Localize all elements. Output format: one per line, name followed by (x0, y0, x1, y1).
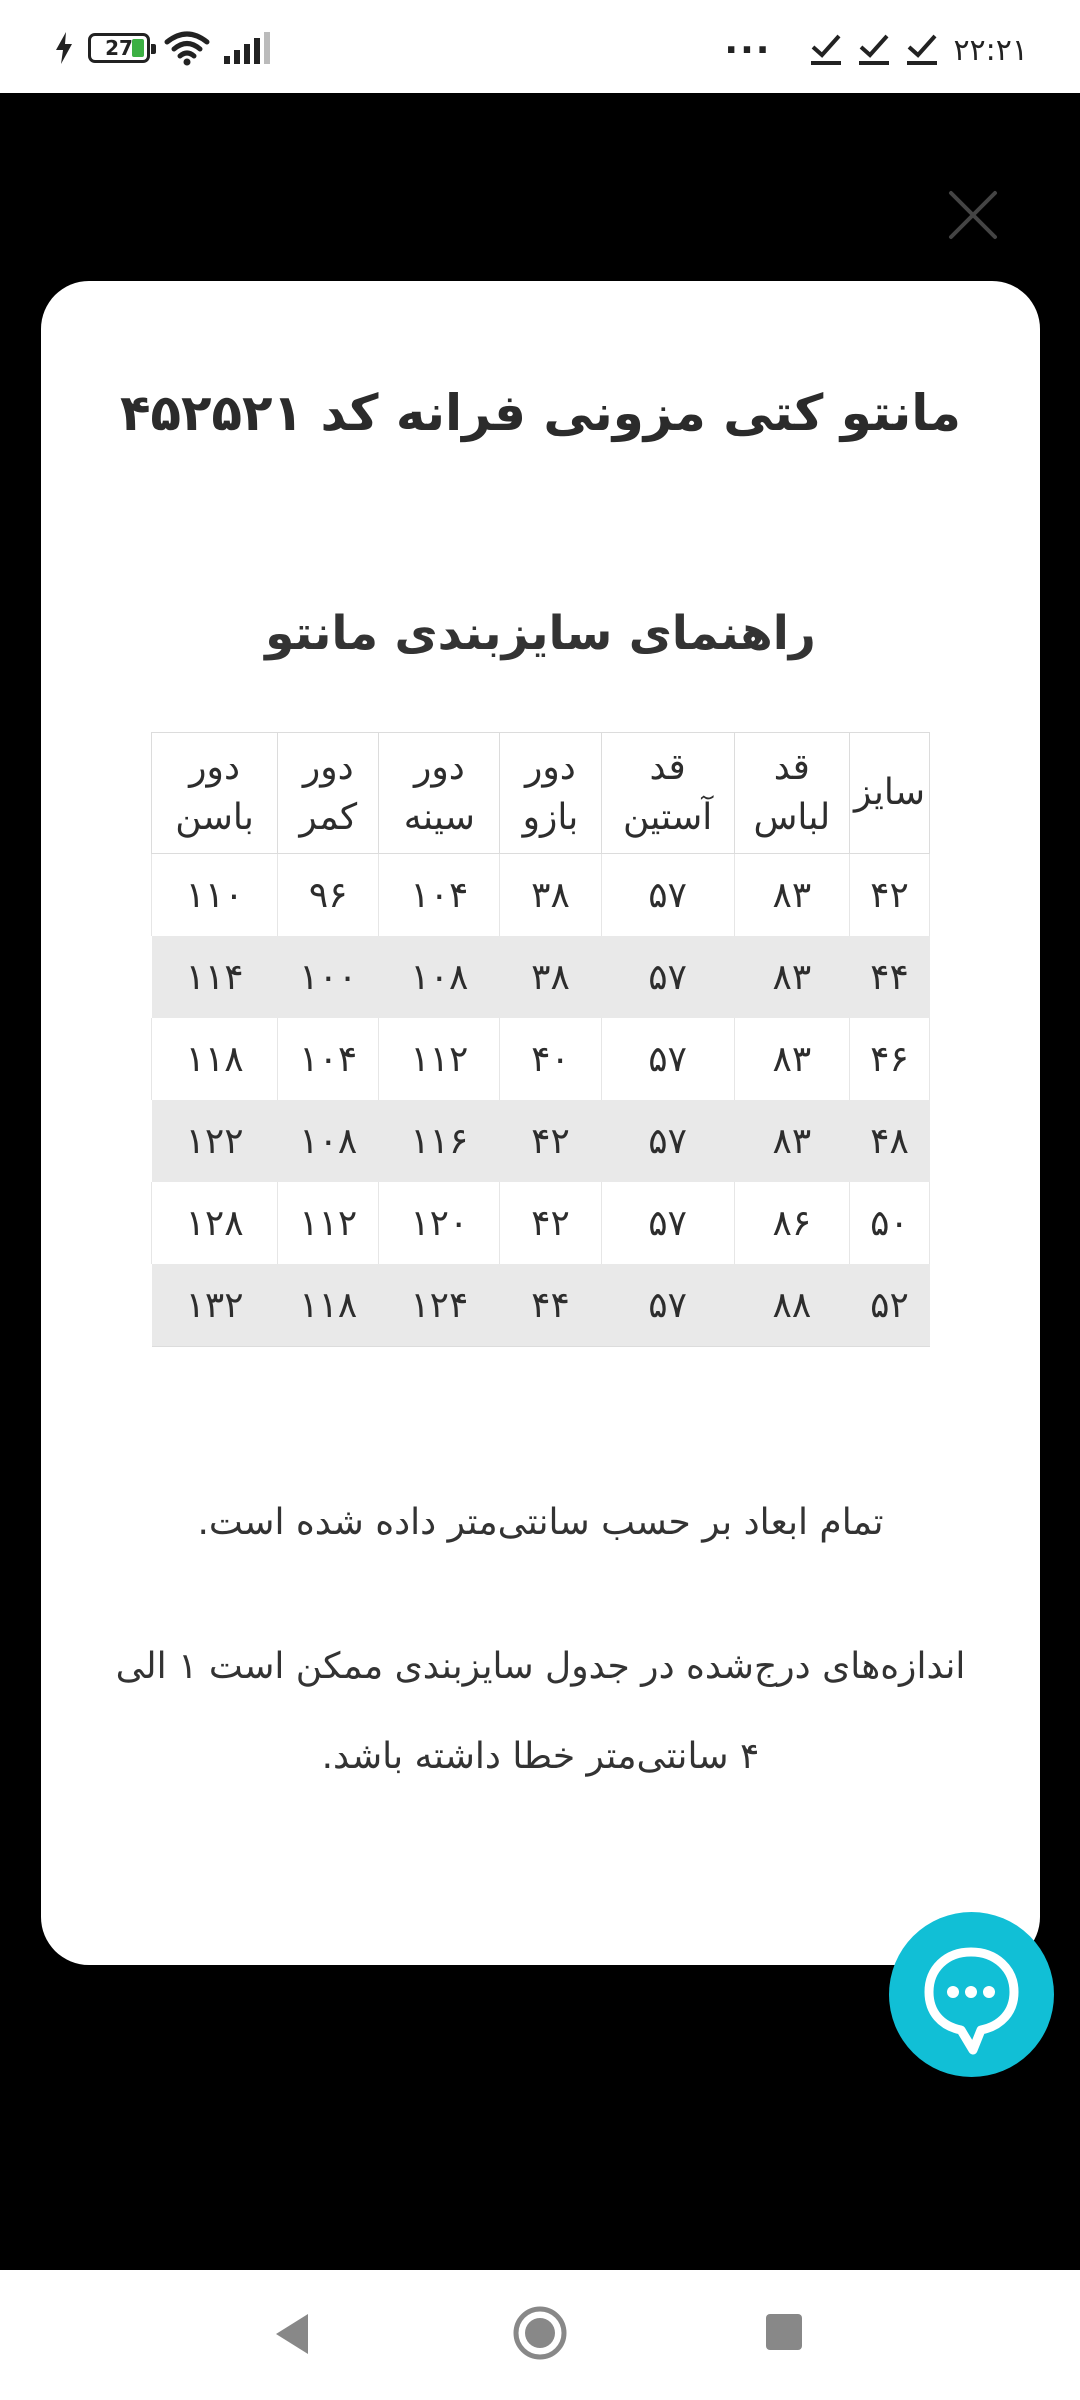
back-triangle-icon[interactable] (268, 2308, 316, 2360)
table-row (152, 1100, 930, 1182)
table-cell: ۱۳۲ (152, 1264, 278, 1347)
home-circle-icon[interactable] (511, 2304, 569, 2362)
size-table-header (152, 733, 930, 854)
wifi-icon (164, 30, 210, 66)
chat-bubble-icon (889, 1912, 1054, 2077)
table-row (152, 1182, 930, 1264)
recents-square-icon[interactable] (762, 2310, 806, 2354)
table-cell: ۱۲۸ (152, 1182, 278, 1264)
units-note: تمام ابعاد بر حسب سانتی‌متر داده شده است. (197, 1502, 884, 1543)
table-cell: ۱۱۶ (379, 1100, 500, 1182)
table-cell: ۹۶ (278, 854, 379, 937)
column-header-arm: دور بازو (500, 733, 601, 854)
table-cell: ۸۳ (734, 1100, 849, 1182)
table-cell: ۳۸ (500, 936, 601, 1018)
table-cell: ۱۲۴ (379, 1264, 500, 1347)
table-cell: ۵۷ (601, 1264, 734, 1347)
chat-button[interactable] (889, 1912, 1054, 2077)
table-cell: ۴۶ (849, 1018, 929, 1100)
table-cell: ۱۱۰ (152, 854, 278, 937)
table-cell: ۵۷ (601, 1100, 734, 1182)
table-cell: ۱۲۲ (152, 1100, 278, 1182)
status-icons-right (724, 29, 1028, 71)
table-cell: ۸۸ (734, 1264, 849, 1347)
table-row (152, 936, 930, 1018)
table-cell: ۱۲۰ (379, 1182, 500, 1264)
column-header-chest: دور سینه (379, 733, 500, 854)
table-cell: ۵۷ (601, 936, 734, 1018)
table-cell: ۱۰۸ (278, 1100, 379, 1182)
table-row (152, 1264, 930, 1347)
table-cell: ۸۶ (734, 1182, 849, 1264)
table-cell: ۱۱۲ (278, 1182, 379, 1264)
table-row (152, 854, 930, 937)
table-cell: ۴۰ (500, 1018, 601, 1100)
size-table (151, 732, 930, 1347)
signal-icon (224, 32, 274, 64)
table-cell: ۴۴ (849, 936, 929, 1018)
download-done-icon (905, 33, 939, 67)
column-header-length: قد لباس (734, 733, 849, 854)
column-header-hip: دور باسن (152, 733, 278, 854)
status-icons-left (54, 30, 274, 66)
close-icon[interactable] (945, 187, 1001, 243)
table-cell: ۸۳ (734, 936, 849, 1018)
size-guide-modal (41, 281, 1040, 1965)
column-header-size: سایز (849, 733, 929, 854)
modal-title: مانتو کتی مزونی فرانه کد ۴۵۲۵۲۱ (119, 384, 962, 442)
table-cell: ۵۷ (601, 854, 734, 937)
table-cell: ۵۷ (601, 1182, 734, 1264)
table-cell: ۱۱۲ (379, 1018, 500, 1100)
table-cell: ۴۲ (849, 854, 929, 937)
notification-overflow: ··· (724, 29, 772, 71)
table-cell: ۸۳ (734, 854, 849, 937)
table-cell: ۱۰۴ (278, 1018, 379, 1100)
table-cell: ۱۱۸ (152, 1018, 278, 1100)
table-cell: ۵۲ (849, 1264, 929, 1347)
table-cell: ۵۰ (849, 1182, 929, 1264)
table-cell: ۱۱۸ (278, 1264, 379, 1347)
tolerance-note: اندازه‌های درج‌شده در جدول سایزبندی ممکن است ۱ الی ۴ سانتی‌متر خطا داشته باشد. (115, 1646, 966, 1777)
size-guide-heading: راهنمای سایزبندی مانتو (265, 606, 816, 661)
table-cell: ۴۲ (500, 1100, 601, 1182)
column-header-waist: دور کمر (278, 733, 379, 854)
charging-bolt-icon (54, 32, 74, 64)
table-cell: ۱۰۸ (379, 936, 500, 1018)
table-cell: ۱۰۴ (379, 854, 500, 937)
table-cell: ۵۷ (601, 1018, 734, 1100)
table-cell: ۱۱۴ (152, 936, 278, 1018)
table-cell: ۴۴ (500, 1264, 601, 1347)
table-cell: ۸۳ (734, 1018, 849, 1100)
download-done-icon (857, 33, 891, 67)
table-cell: ۴۸ (849, 1100, 929, 1182)
status-bar (0, 0, 1080, 93)
download-done-icon (809, 33, 843, 67)
table-cell: ۱۰۰ (278, 936, 379, 1018)
battery-icon (88, 33, 150, 63)
navigation-bar (0, 2270, 1080, 2400)
battery-level: 27 (105, 36, 133, 60)
table-cell: ۴۲ (500, 1182, 601, 1264)
table-cell: ۳۸ (500, 854, 601, 937)
status-clock: ۲۲:۲۱ (953, 32, 1028, 68)
table-row (152, 1018, 930, 1100)
column-header-sleeve: قد آستین (601, 733, 734, 854)
